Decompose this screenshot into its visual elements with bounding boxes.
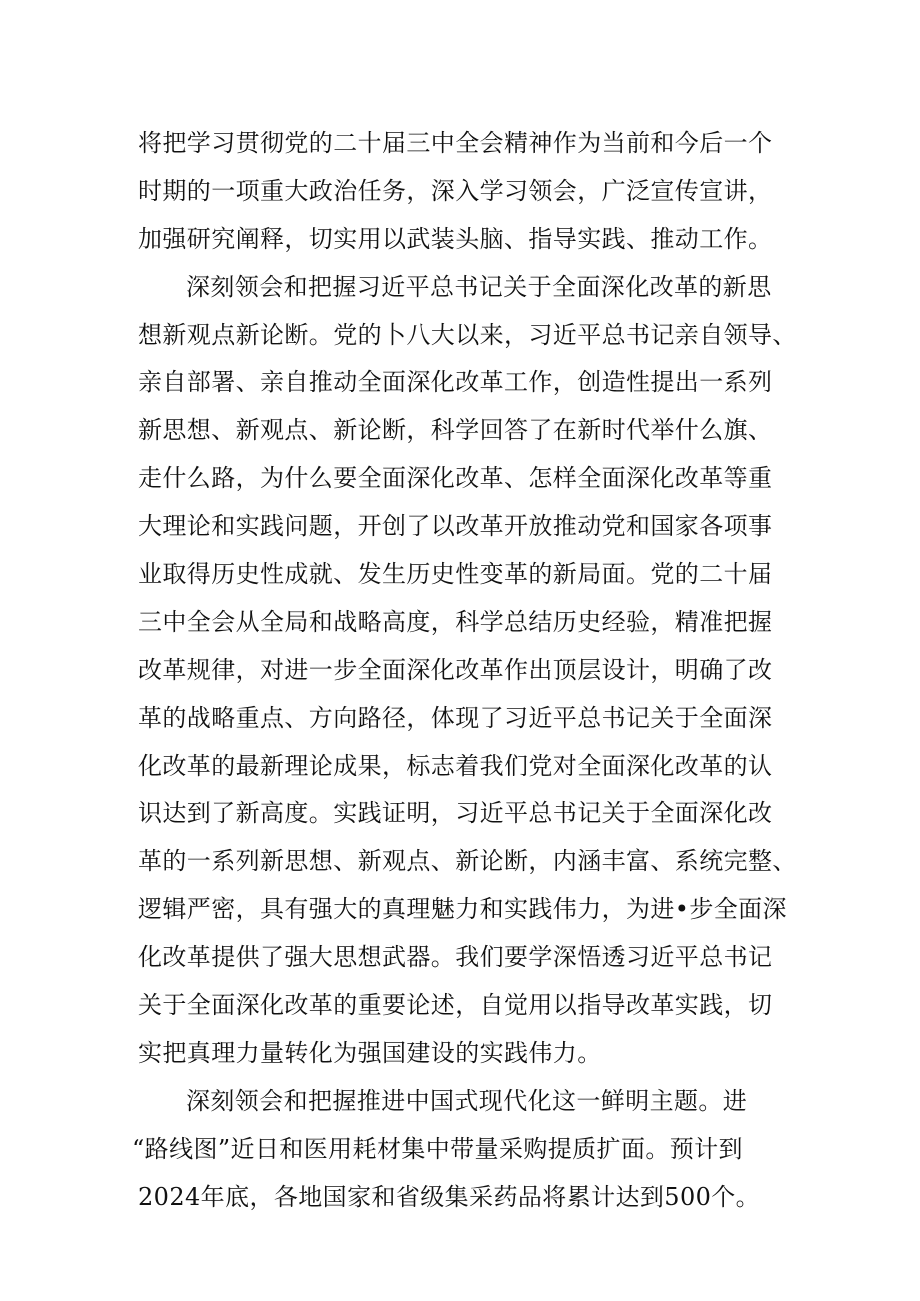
text-line-1: 将把学习贯彻党的二十届三中全会精神作为当前和今后一个 xyxy=(138,129,773,157)
text-line-3: 加强研究阐释，切实用以武装头脑、指导实践、推动工作。 xyxy=(138,224,773,253)
text-line-2: 时期的一项重大政治任务，深入学习领会，广泛宣传宣讲， xyxy=(138,176,773,205)
text-line-5: 想新观点新论断。党的卜八大以来，习近平总书记亲自领导、 xyxy=(138,320,797,349)
text-line-22: “路线图”近日和医用耗材集中带量采购提质扩面。预计到 xyxy=(132,1134,743,1163)
paragraph-start-line-4: 深刻领会和把握习近平总书记关于全面深化改革的新思 xyxy=(186,272,772,301)
text-line-11: 三中全会从全局和战略高度，科学总结历史经验，精准把握 xyxy=(138,607,773,636)
text-line-6: 亲自部署、亲自推动全面深化改革工作，创造性提出一系列 xyxy=(138,368,773,397)
text-line-18: 化改革提供了强大思想武器。我们要学深悟透习近平总书记 xyxy=(138,943,773,972)
text-line-12: 改革规律，对进一步全面深化改革作出顶层设计，明确了改 xyxy=(138,655,773,684)
text-line-13: 革的战略重点、方向路径，体现了习近平总书记关于全面深 xyxy=(138,703,773,732)
text-line-16: 革的一系列新思想、新观点、新论断，内涵丰富、系统完整、 xyxy=(138,847,797,876)
text-line-9: 大理论和实践问题，开创了以改革开放推动党和国家各项事 xyxy=(138,512,773,541)
text-line-20: 实把真理力量转化为强国建设的实践伟力。 xyxy=(138,1038,602,1067)
text-line-8: 走什么路，为什么要全面深化改革、怎样全面深化改革等重 xyxy=(138,464,773,493)
document-body xyxy=(132,120,798,1221)
text-line-15: 识达到了新高度。实践证明，习近平总书记关于全面深化改 xyxy=(138,799,773,828)
text-line-7: 新思想、新观点、新论断，科学回答了在新时代举什么旗、 xyxy=(138,416,773,445)
text-line-10: 业取得历史性成就、发生历史性变革的新局面。党的二十届 xyxy=(138,560,773,589)
text-line-14: 化改革的最新理论成果，标志着我们党对全面深化改革的认 xyxy=(138,751,773,780)
text-line-17: 逻辑严密，具有强大的真理魅力和实践伟力，为进•步全面深 xyxy=(138,895,787,924)
paragraph-start-line-21: 深刻领会和把握推进中国式现代化这一鲜明主题。进 xyxy=(186,1086,748,1115)
text-line-23: 2024年底，各地国家和省级集采药品将累计达到500个。 xyxy=(138,1182,761,1211)
text-line-19: 关于全面深化改革的重要论述，自觉用以指导改革实践，切 xyxy=(138,991,773,1020)
